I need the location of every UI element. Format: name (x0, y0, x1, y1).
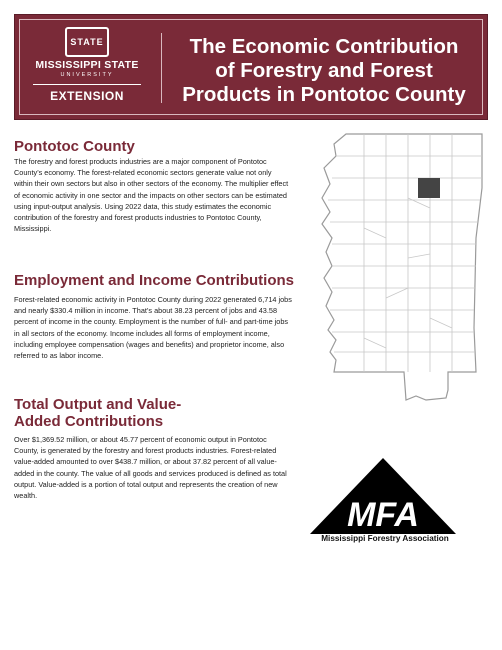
heading-output-line-2: Added Contributions (14, 413, 164, 430)
mfa-letters: MFA (347, 496, 419, 534)
logo-rule (33, 84, 141, 85)
title-line-1: The Economic Contribution (189, 35, 459, 58)
section-heading-county: Pontotoc County (14, 138, 135, 155)
pontotoc-county-highlight (418, 178, 440, 198)
crest-text: STATE (70, 37, 104, 47)
header-banner (14, 14, 488, 120)
heading-output-line-1: Total Output and Value- (14, 396, 182, 413)
banner-divider (161, 33, 162, 103)
mfa-logo-icon (308, 456, 458, 546)
section-body-output: Over $1,369.52 million, or about 45.77 percent of economic output in Pontotoc County, is generated by the forestry and forest products industries. Forest-related value-added amounted to over $438.7 million, or about 37.82 percent of all value-added in the county. The value of all goods and services produced is defined as total output. Value-added is a portion of total output and represents the creation of new wealth. (14, 435, 287, 501)
page-title (165, 35, 483, 107)
title-line-2: of Forestry and Forest (215, 59, 433, 82)
mississippi-county-map-icon (306, 128, 492, 412)
msu-extension-logo (25, 25, 149, 113)
university-sub: UNIVERSITY (60, 72, 114, 78)
section-body-employment: Forest-related economic activity in Pontotoc County during 2022 generated 6,714 jobs and nearly $330.4 million in income. That’s about 38.23 percent of jobs and 43.58 percent of income in the county. Employment is the number of full- and part-time jobs in all sectors of the economy. Income includes all forms of employment income, including employee compensation (wages and benefits) and proprietor income, also referred to as labor income. (14, 295, 292, 361)
section-heading-output (14, 396, 181, 430)
mfa-name: Mississippi Forestry Association (321, 534, 449, 543)
title-line-3: Products in Pontotoc County (182, 83, 466, 106)
msu-crest-icon (65, 27, 109, 57)
section-body-county: The forestry and forest products industries are a major component of Pontotoc County’s economy. The forest-related economic sectors generate value not only within their own sectors but also in other sectors of the economy. The multiplier effect of economic activity in one sector and the impacts on other sectors can be estimated using input-output analysis. Using 2022 data, this study estimates the economic contribution of the forestry and forest products industries to Pontotoc County, Mississippi. (14, 157, 289, 234)
university-name: MISSISSIPPI STATE (35, 59, 139, 71)
section-heading-employment: Employment and Income Contributions (14, 272, 295, 289)
extension-label: EXTENSION (50, 89, 124, 103)
state-outline (322, 134, 482, 400)
